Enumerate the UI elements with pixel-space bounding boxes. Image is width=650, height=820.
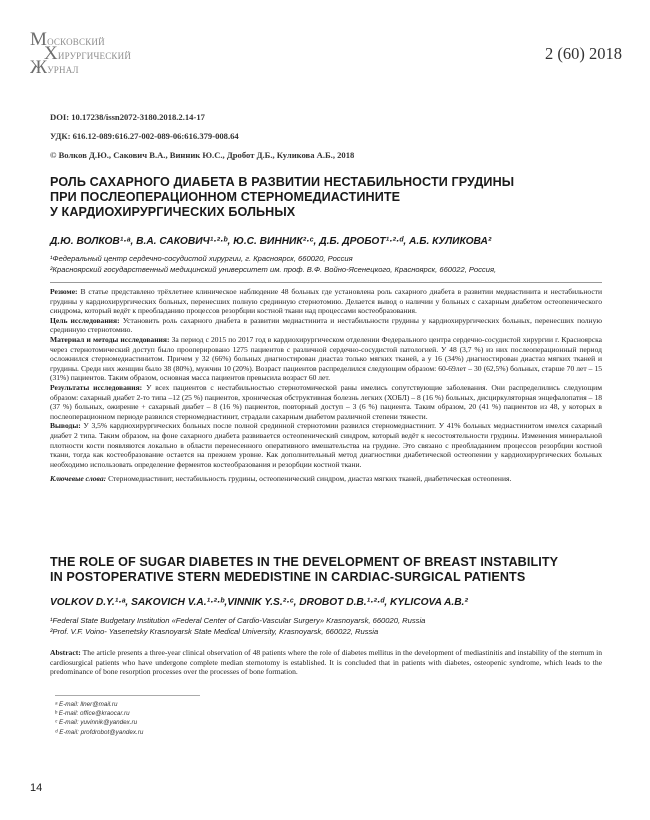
issue-number: 2 (60) 2018 [545,44,622,63]
ru-conclusions [50,421,602,469]
en-authors: VOLKOV D.Y.¹·ᵃ, SAKOVICH V.A.¹·²·ᵇ,VINNIK Y.S.²·ᶜ, DROBOT D.B.¹·²·ᵈ, KYLICOVA A.B.² [50,597,468,608]
ru-title [50,175,610,220]
aim-label: Цель исследования: [50,315,120,325]
ru-summary [50,287,602,316]
ru-affiliation: ²Красноярский государственный медицинский университет им. проф. В.Ф. Войно-Ясенецкого, Красноярск, 660022, Россия, [50,265,497,274]
results-label: Результаты исследования: [50,382,143,392]
en-affiliation: ¹Federal State Budgetary Institution «Federal Center of Cardio-Vascular Surgery» Krasnoyarsk, 660020, Russia [50,616,426,625]
doi: DOI: 10.17238/issn2072-3180.2018.2.14-17 [50,112,205,122]
conclusions-label: Выводы: [50,421,81,431]
ru-title-line: РОЛЬ САХАРНОГО ДИАБЕТА В РАЗВИТИИ НЕСТАБИЛЬНОСТИ ГРУДИНЫ [50,175,515,189]
aim-text: Установить роль сахарного диабета в развитии медиастинита и нестабильности грудины у кардиохирургических больных, перенесших полную срединную стернотомию. [50,315,602,335]
journal-logo-line-3 [30,57,155,78]
footnote: ᶜ E-mail: yuvinnik@yandex.ru [55,719,138,727]
conclusions-text: У 3,5% кардиохирургических больных после полной срединной стернотомии развился стерномедиастинит. У 41% больных медиастинитом имелся сахарный диабет 2 типа. Таким образом, на фоне сахарного диабета развивается остеопенический синдром, который ведёт к несостоятельности грудины. Изменения минеральной плотности кости появляются локально в области перенесенного оперативного вмешательства на грудине. Это связано с преобладанием процессов резорбции костной ткани, тогда как костеобразование остается на прежнем уровне. Как дополнительный метод диагностики диабетической остеопении у кардиохирургических больных необходимо использовать определение ферментов костеобразования и резорбции костной ткани. [50,421,602,469]
udk: УДК: 616.12-089:616.27-002-089-06:616.379-008.64 [50,131,239,141]
en-affiliations [50,615,425,637]
ru-aim [50,316,602,335]
page-number: 14 [30,782,43,794]
ru-methods [50,335,602,383]
en-affiliation: ²Prof. V.F. Voino- Yasenetsky Krasnoyarsk State Medical University, Krasnoyarsk, 660022, Russia [50,627,379,636]
logo-rest-3: урнал [47,61,79,76]
footnote: ᵃ E-mail: llner@mail.ru [55,701,118,708]
ru-affiliations [50,253,496,275]
ru-keywords [50,474,602,484]
results-text: У всех пациентов с нестабильностью стернотомической раны имелись сопутствующие заболевания. Они распределились следующим образом: сахарный диабет 2-то типа –12 (25 %) пациентов, хроническая обструктивная болезнь легких (ХОБЛ) – 8 (16 %) больных, дисциркуляторная энцефалопатия – 18 (37 %) больных, ожирение + сахарный диабет – 8 (16 %) пациентов, повторный доступ – 3 (6 %) пациента. Таким образом, 20 (41 %) пациентов из 48, у которых в послеоперационном периоде развился стерномедиастинит, страдали сахарным диабетом различной степени тяжести. [50,382,602,421]
footnotes [55,700,143,737]
journal-logo-line-2 [30,43,155,64]
logo-rest-2: ирургический [57,47,132,62]
summary-label: Резюме: [50,287,78,296]
en-abstract [50,648,602,677]
logo-initial-kh: Х [44,43,58,64]
ru-title-line: ПРИ ПОСЛЕОПЕРАЦИОННОМ СТЕРНОМЕДИАСТИНИТЕ [50,190,401,204]
logo-rest-1: осковский [47,33,105,48]
ru-title-line: У КАРДИОХИРУРГИЧЕСКИХ БОЛЬНЫХ [50,205,296,219]
keywords-label: Ключевые слова: [50,474,107,484]
en-title-line: IN POSTOPERATIVE STERN MEDEDISTINE IN CARDIAC-SURGICAL PATIENTS [50,570,526,584]
summary-text: В статье представлено трёхлетнее клиническое наблюдение 48 больных где установлена роль сахарного диабета в развитии медиастинита и нестабильности грудины у кардиохирургических больных, перенесших полную срединную стернотомию. Делается вывод о наличии у больных с сахарным диабетом остеопенического синдрома, который ведёт к преобладанию процессов резорбции костной ткани над процессами костеобразования. [50,287,603,316]
journal-logo [30,29,155,78]
logo-initial-m: М [30,29,48,50]
en-title [50,555,610,585]
ru-authors: Д.Ю. ВОЛКОВ¹·ᵃ, В.А. САКОВИЧ¹·²·ᵇ, Ю.С. ВИННИК²·ᶜ, Д.Б. ДРОБОТ¹·²·ᵈ, А.Б. КУЛИКОВА² [50,236,492,247]
footnote: ᵇ E-mail: office@kraocar.ru [55,710,130,718]
footnote-divider [55,695,200,696]
copyright: © Волков Д.Ю., Сакович В.А., Винник Ю.С., Дробот Д.Б., Куликова А.Б., 2018 [50,150,355,160]
ru-abstract [50,287,602,484]
footnote: ᵈ E-mail: profdrobot@yandex.ru [55,728,144,736]
keywords-text: Стерномедиастинит, нестабильность грудины, остеопенический синдром, диастаз мягких тканей, диабетическая остеопения. [108,474,512,484]
logo-initial-zh: Ж [30,57,48,78]
ru-results [50,383,602,421]
divider [50,282,602,283]
abstract-label: Abstract: [50,648,81,657]
abstract-text: The article presents a three-year clinical observation of 48 patients where the role of diabetes mellitus in the development of mediastinitis and instability of the sternum in cardiosurgical patients who have undergone complete median sternotomy is established. It is concluded that in patients with diabetes, osteopenic syndrome, which leads to the predominance of bone resorption processes over the processes of bone formation. [50,648,603,677]
ru-affiliation: ¹Федеральный центр сердечно-сосудистой хирургии, г. Красноярск, 660020, Россия [50,254,353,263]
methods-label: Материал и методы исследования: [50,334,170,344]
methods-text: За период с 2015 по 2017 год в кардиохирургическом отделении Федерального центра сердечно-сосудистой хирургии г. Красноярска через стернотомический доступ было прооперировано 1275 пациентов с различной сердечно-сосудистой патологией. У 48 (3,7 %) из них послеоперационный период осложнился стерномедиастинитом. Причем у 32 (66%) больных диагностирован диастаз только мягких тканей, а у 16 (34%) диагностирован диастаз мягких тканей и грудины. Среди них женщин было 38 (80%), мужчин 10 (20%). Возраст пациентов распределился следующим образом: 60-69лет – 30 (62,5%) больных, старше 70 лет – 15 (31%) пациентов. Таким образом, основная масса пациентов превысила возраст 60 лет. [50,334,603,383]
en-title-line: THE ROLE OF SUGAR DIABETES IN THE DEVELOPMENT OF BREAST INSTABILITY [50,555,559,569]
